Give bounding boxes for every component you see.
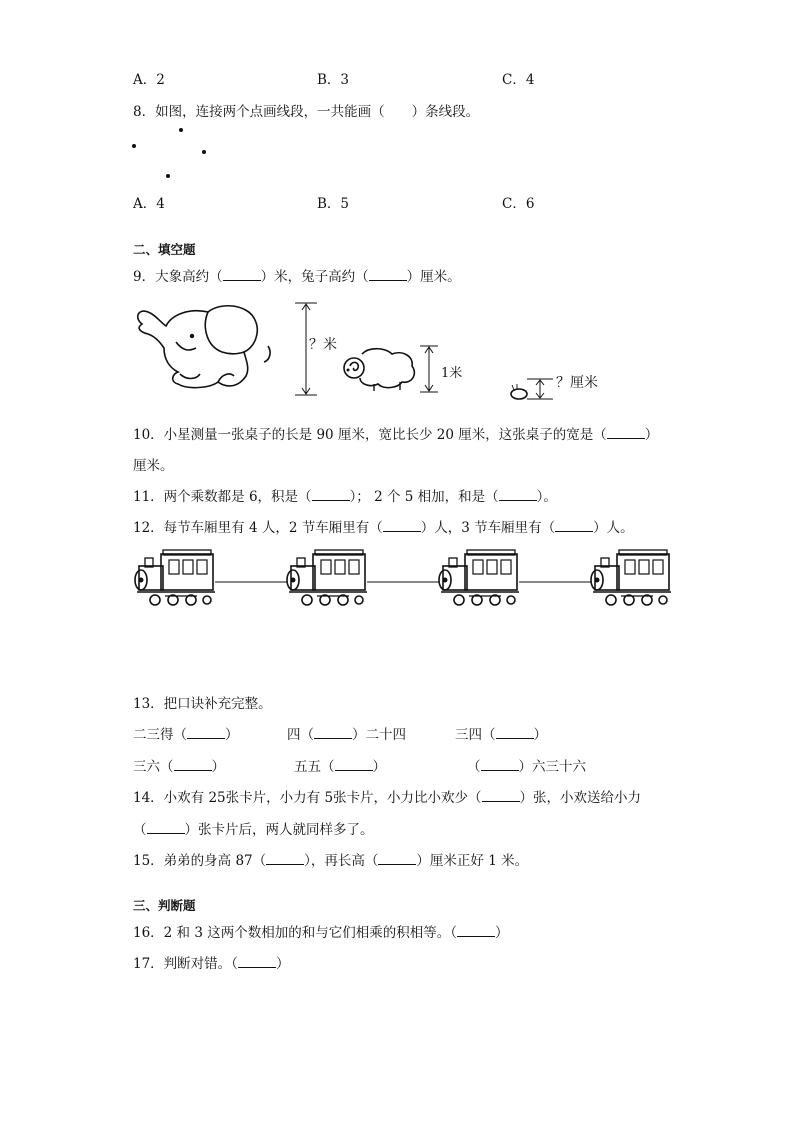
q8-option-a[interactable]: A．4 bbox=[133, 196, 165, 212]
q9-text: ）米，兔子高约（ bbox=[260, 269, 369, 285]
answer-blank[interactable] bbox=[238, 955, 276, 968]
q13-item bbox=[133, 723, 239, 743]
q13-text: ） bbox=[533, 727, 547, 743]
q13-item bbox=[287, 723, 406, 743]
q13-text: 四（ bbox=[287, 727, 314, 743]
q17-question bbox=[133, 952, 289, 972]
answer-blank[interactable] bbox=[457, 924, 495, 937]
q13-item bbox=[294, 755, 386, 775]
q13-text: 三四（ bbox=[455, 727, 496, 743]
elephant-height-label: ？米 bbox=[309, 337, 337, 353]
q12-text: 12．每节车厢里有 4 人，2 节车厢里有（ bbox=[133, 520, 383, 536]
q13-text: 三六（ bbox=[133, 759, 174, 775]
train-cars-image bbox=[133, 548, 678, 614]
q12-text: ）人，3 节车厢里有（ bbox=[420, 520, 556, 536]
q16-text: 16．2 和 3 这两个数相加的和与它们相乘的积相等。（ bbox=[133, 925, 457, 941]
answer-blank[interactable] bbox=[147, 821, 185, 834]
q10-question bbox=[133, 423, 658, 443]
answer-blank[interactable] bbox=[223, 268, 261, 281]
q13-text: ） bbox=[225, 727, 239, 743]
answer-blank[interactable] bbox=[383, 519, 421, 532]
q9-text: 9．大象高约（ bbox=[133, 269, 223, 285]
q12-text: ）人。 bbox=[593, 520, 634, 536]
q7-option-b[interactable]: B．3 bbox=[317, 72, 350, 88]
q11-text: 11．两个乘数都是 6，积是（ bbox=[133, 489, 312, 505]
q13-text: ）二十四 bbox=[352, 727, 406, 743]
answer-blank[interactable] bbox=[266, 852, 304, 865]
q10-text: ） bbox=[644, 427, 659, 443]
q13-text: ） bbox=[372, 759, 386, 775]
q15-question bbox=[133, 849, 528, 869]
sheep-image bbox=[340, 346, 420, 392]
q13-title: 13．把口诀补充完整。 bbox=[133, 696, 272, 712]
answer-blank[interactable] bbox=[335, 758, 373, 771]
q16-text: ） bbox=[494, 925, 509, 941]
q16-question bbox=[133, 921, 508, 941]
q14-question bbox=[133, 786, 641, 806]
q8-option-b[interactable]: B．5 bbox=[317, 196, 350, 212]
q13-item bbox=[133, 755, 225, 775]
q17-text: ） bbox=[275, 956, 290, 972]
q8-option-c[interactable]: C．6 bbox=[502, 196, 535, 212]
answer-blank[interactable] bbox=[496, 726, 534, 739]
q17-text: 17．判断对错。（ bbox=[133, 956, 238, 972]
dot bbox=[179, 128, 183, 132]
sheep-height-label: 1米 bbox=[441, 366, 463, 381]
q11-text: ）； 2 个 5 相加，和是（ bbox=[349, 489, 499, 505]
answer-blank[interactable] bbox=[312, 488, 350, 501]
q7-option-c[interactable]: C．4 bbox=[502, 72, 535, 88]
answer-blank[interactable] bbox=[481, 758, 519, 771]
q14-text: 14．小欢有 25张卡片，小力有 5张卡片，小力比小欢少（ bbox=[133, 790, 482, 806]
q13-text: （ bbox=[467, 759, 481, 775]
q15-text: ）厘米正好 1 米。 bbox=[416, 853, 529, 869]
answer-blank[interactable] bbox=[314, 726, 352, 739]
q13-text: ）六三十六 bbox=[518, 759, 586, 775]
q11-question bbox=[133, 485, 557, 505]
q12-question bbox=[133, 516, 634, 536]
q11-text: ）。 bbox=[536, 489, 557, 505]
rabbit-height-arrow bbox=[527, 378, 557, 402]
q13-item bbox=[455, 723, 547, 743]
q15-text: 15．弟弟的身高 87（ bbox=[133, 853, 267, 869]
q14-text: （ bbox=[133, 822, 147, 838]
dot bbox=[166, 174, 170, 178]
dot bbox=[132, 144, 136, 148]
answer-blank[interactable] bbox=[555, 519, 593, 532]
answer-blank[interactable] bbox=[187, 726, 225, 739]
q10-text: 10．小星测量一张桌子的长是 90 厘米，宽比长少 20 厘米，这张桌子的宽是（ bbox=[133, 427, 607, 443]
q13-item bbox=[467, 755, 586, 775]
sheep-height-arrow bbox=[420, 345, 440, 395]
q13-text: 五五（ bbox=[294, 759, 335, 775]
q9-question bbox=[133, 265, 461, 285]
q14-question-cont bbox=[133, 818, 374, 838]
answer-blank[interactable] bbox=[499, 488, 537, 501]
q13-text: ） bbox=[211, 759, 225, 775]
q13-text: 二三得（ bbox=[133, 727, 187, 743]
dot bbox=[202, 150, 206, 154]
answer-blank[interactable] bbox=[482, 789, 520, 802]
answer-blank[interactable] bbox=[174, 758, 212, 771]
answer-blank[interactable] bbox=[607, 426, 645, 439]
section-heading: 三、判断题 bbox=[133, 898, 196, 913]
q14-text: ）张卡片后，两人就同样多了。 bbox=[184, 822, 374, 838]
q8-question: 8．如图，连接两个点画线段，一共能画（ ）条线段。 bbox=[133, 104, 480, 120]
answer-blank[interactable] bbox=[378, 852, 416, 865]
q14-text: ）张，小欢送给小力 bbox=[519, 790, 642, 806]
answer-blank[interactable] bbox=[369, 268, 407, 281]
elephant-image bbox=[130, 302, 280, 398]
q7-option-a[interactable]: A．2 bbox=[133, 72, 165, 88]
q15-text: ），再长高（ bbox=[304, 853, 379, 869]
section-heading: 二、填空题 bbox=[133, 242, 196, 257]
q10-unit: 厘米。 bbox=[133, 458, 174, 474]
rabbit-height-label: ？厘米 bbox=[556, 375, 598, 391]
q9-text: ）厘米。 bbox=[406, 269, 461, 285]
